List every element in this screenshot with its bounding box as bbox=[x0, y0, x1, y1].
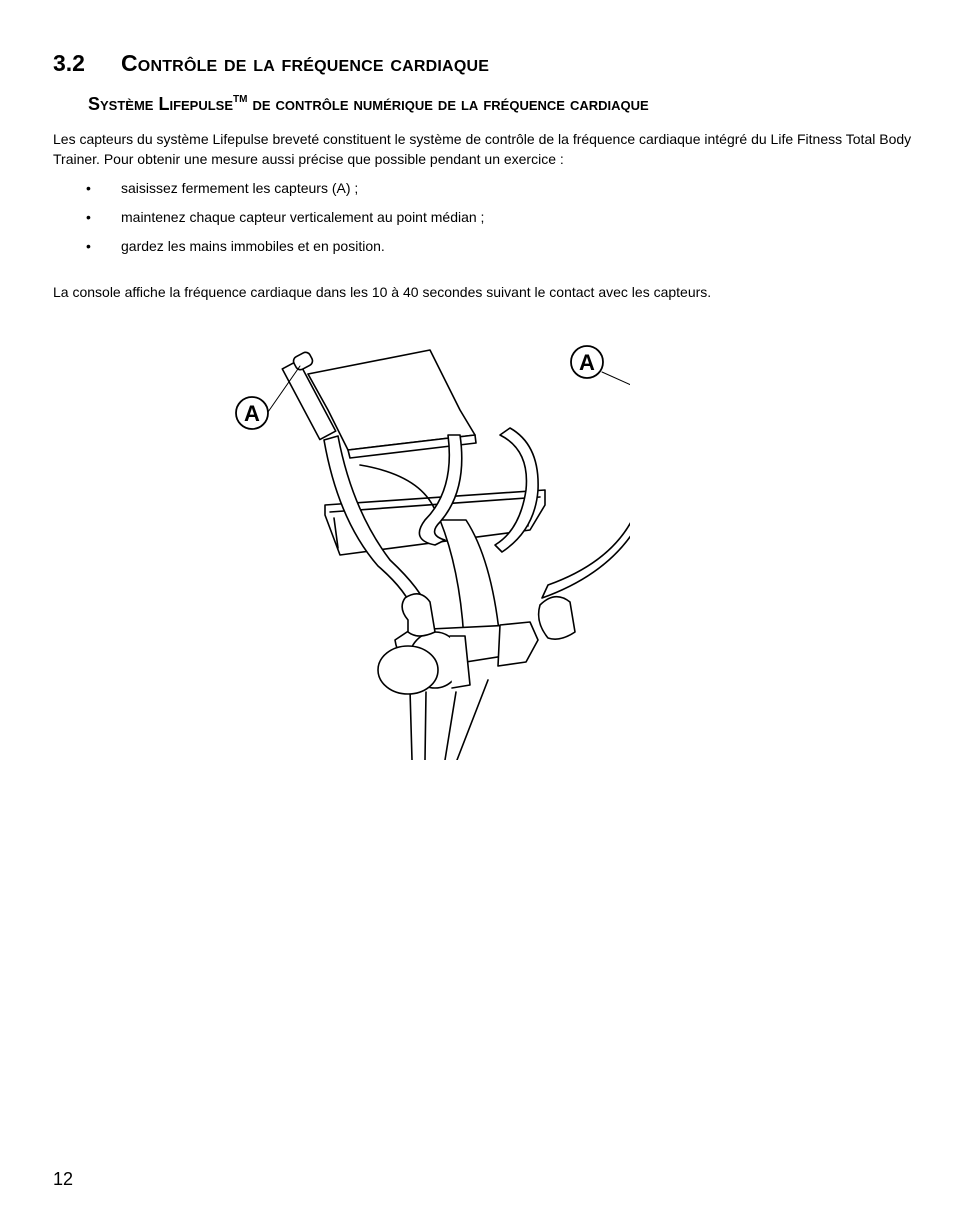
center-column bbox=[440, 520, 500, 640]
subsection-title-part2: de contrôle numérique de la fréquence cardiaque bbox=[247, 94, 649, 114]
list-item-text: gardez les mains immobiles et en position. bbox=[121, 238, 385, 254]
list-item bbox=[86, 207, 484, 236]
subsection-title-part1: Système Lifepulse bbox=[88, 94, 234, 114]
bullet-icon: • bbox=[86, 180, 91, 196]
left-end-cap bbox=[378, 646, 438, 694]
trainer-illustration bbox=[230, 340, 630, 760]
intro-paragraph: Les capteurs du système Lifepulse breveté constituent le système de contrôle de la fréquence cardiaque intégré du Life Fitness Total Body Trainer. Pour obtenir une mesure aussi précise que possible pendant un exercice : bbox=[53, 131, 912, 167]
bullet-icon: • bbox=[86, 209, 91, 225]
right-arm-tube bbox=[542, 460, 630, 598]
handlebar-sensors-drawing bbox=[230, 340, 630, 760]
list-item bbox=[86, 236, 484, 265]
instruction-list bbox=[86, 178, 484, 265]
callout-leader-right bbox=[602, 372, 630, 398]
list-item-text: saisissez fermement les capteurs (A) ; bbox=[121, 180, 359, 196]
closing-paragraph: La console affiche la fréquence cardiaque dans les 10 à 40 secondes suivant le contact avec les capteurs. bbox=[53, 284, 712, 300]
bullet-icon: • bbox=[86, 238, 91, 254]
section-number: 3.2 bbox=[53, 50, 85, 76]
list-item-text: maintenez chaque capteur verticalement au point médian ; bbox=[121, 209, 485, 225]
trademark-symbol: TM bbox=[233, 94, 248, 105]
section-heading bbox=[53, 46, 489, 80]
callout-label-right: A bbox=[579, 350, 595, 375]
right-knuckle bbox=[539, 597, 575, 639]
callout-label-left: A bbox=[244, 401, 260, 426]
list-item bbox=[86, 178, 484, 207]
pivot-right-sleeve bbox=[498, 622, 538, 666]
subsection-heading bbox=[88, 90, 649, 118]
page-number: 12 bbox=[53, 1169, 74, 1189]
section-title: Contrôle de la fréquence cardiaque bbox=[121, 50, 490, 76]
left-knuckle bbox=[402, 594, 435, 636]
